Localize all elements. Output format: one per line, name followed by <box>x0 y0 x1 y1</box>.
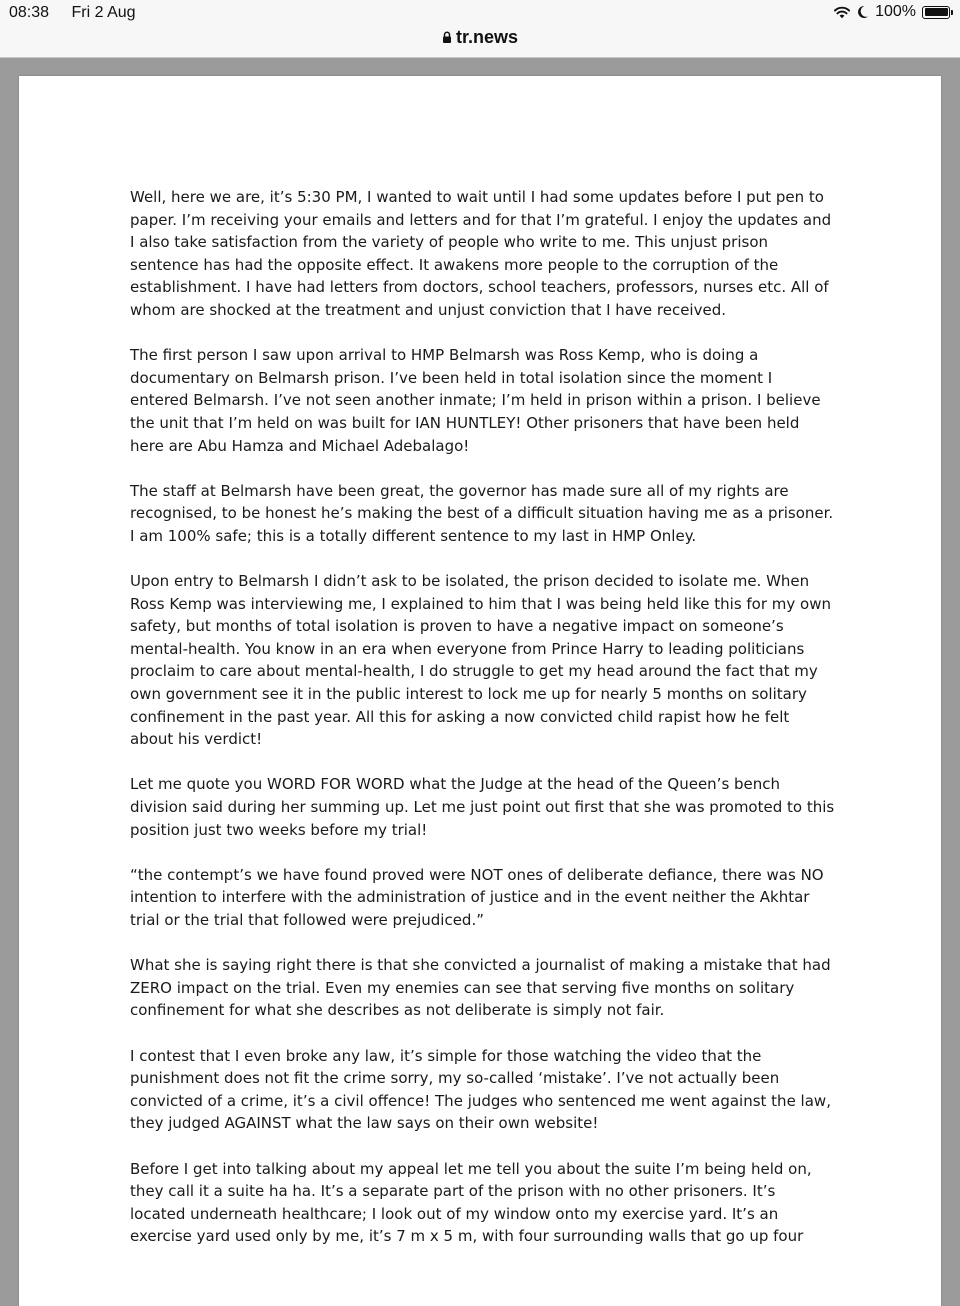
status-right <box>833 3 950 21</box>
url-text: tr.news <box>455 27 519 47</box>
paragraph-6: “the contempt’s we have found proved were NOT ones of deliberate defiance, there was NO intention to interfere with the administration of justice and in the event neither the Akhtar trial or the trial that followed were prejudiced.” <box>130 865 824 929</box>
wifi-icon <box>833 5 851 19</box>
letter-body <box>130 186 835 1271</box>
status-time: 08:38 <box>9 4 50 21</box>
battery-icon <box>922 6 950 19</box>
lock-icon <box>442 31 452 44</box>
paragraph-4: Upon entry to Belmarsh I didn’t ask to be isolated, the prison decided to isolate me. When Ross Kemp was interviewing me, I explained to him that I was being held like this for my own safety, but months of total isolation is proven to have a negative impact on someone’s mental-health. You know in an era when everyone from Prince Harry to leading politicians proclaim to care about mental-health, I do struggle to get my head around the fact that my own government see it in the public interest to lock me up for nearly 5 months on solitary confinement in the past year. All this for asking a now convicted child rapist how he felt about his verdict! <box>130 572 832 749</box>
paragraph-9: Before I get into talking about my appeal let me tell you about the suite I’m being held on, they call it a suite ha ha. It’s a separate part of the prison with no other prisoners. It’s located underneath healthcare; I look out of my window onto my exercise yard. It’s an exercise yard used only by me, it’s 7 m x 5 m, with four surrounding walls that go up four <box>130 1159 812 1246</box>
address-display[interactable] <box>0 26 960 48</box>
document-viewer[interactable] <box>0 58 960 1280</box>
status-date: Fri 2 Aug <box>71 4 136 21</box>
document-page <box>19 76 941 1306</box>
paragraph-2: The first person I saw upon arrival to HMP Belmarsh was Ross Kemp, who is doing a documentary on Belmarsh prison. I’ve been held in total isolation since the moment I entered Belmarsh. I’ve not seen another inmate; I’m held in prison within a prison. I believe the unit that I’m held on was built for IAN HUNTLEY! Other prisoners that have been held here are Abu Hamza and Michael Adebalago! <box>130 346 821 455</box>
url-bar[interactable] <box>0 26 960 58</box>
paragraph-8: I contest that I even broke any law, it’s simple for those watching the video that the punishment does not fit the crime sorry, my so-called ‘mistake’. I’ve not actually been convicted of a crime, it’s a civil offence! The judges who sentenced me went against the law, they judged AGAINST what the law says on their own website! <box>130 1046 831 1133</box>
paragraph-1: Well, here we are, it’s 5:30 PM, I wanted to wait until I had some updates before I put pen to paper. I’m receiving your emails and letters and for that I’m grateful. I enjoy the updates and I also take satisfaction from the variety of people who write to me. This unjust prison sentence has had the opposite effect. It awakens more people to the corruption of the establishment. I have had letters from doctors, school teachers, professors, nurses etc. All of whom are shocked at the treatment and unjust conviction that I have received. <box>130 188 832 319</box>
paragraph-5: Let me quote you WORD FOR WORD what the Judge at the head of the Queen’s bench division said during her summing up. Let me just point out first that she was promoted to this position just two weeks before my trial! <box>130 775 835 839</box>
paragraph-3: The staff at Belmarsh have been great, the governor has made sure all of my rights are recognised, to be honest he’s making the best of a difficult situation having me as a prisoner. I am 100% safe; this is a totally different sentence to my last in HMP Onley. <box>130 481 834 545</box>
status-bar <box>0 0 960 26</box>
battery-level <box>925 8 948 16</box>
moon-icon <box>857 5 869 19</box>
status-left <box>9 4 154 22</box>
paragraph-7: What she is saying right there is that she convicted a journalist of making a mistake that had ZERO impact on the trial. Even my enemies can see that serving five months on solitary confinement for what she describes as not deliberate is simply not fair. <box>130 956 831 1020</box>
battery-percent: 100% <box>875 3 916 20</box>
